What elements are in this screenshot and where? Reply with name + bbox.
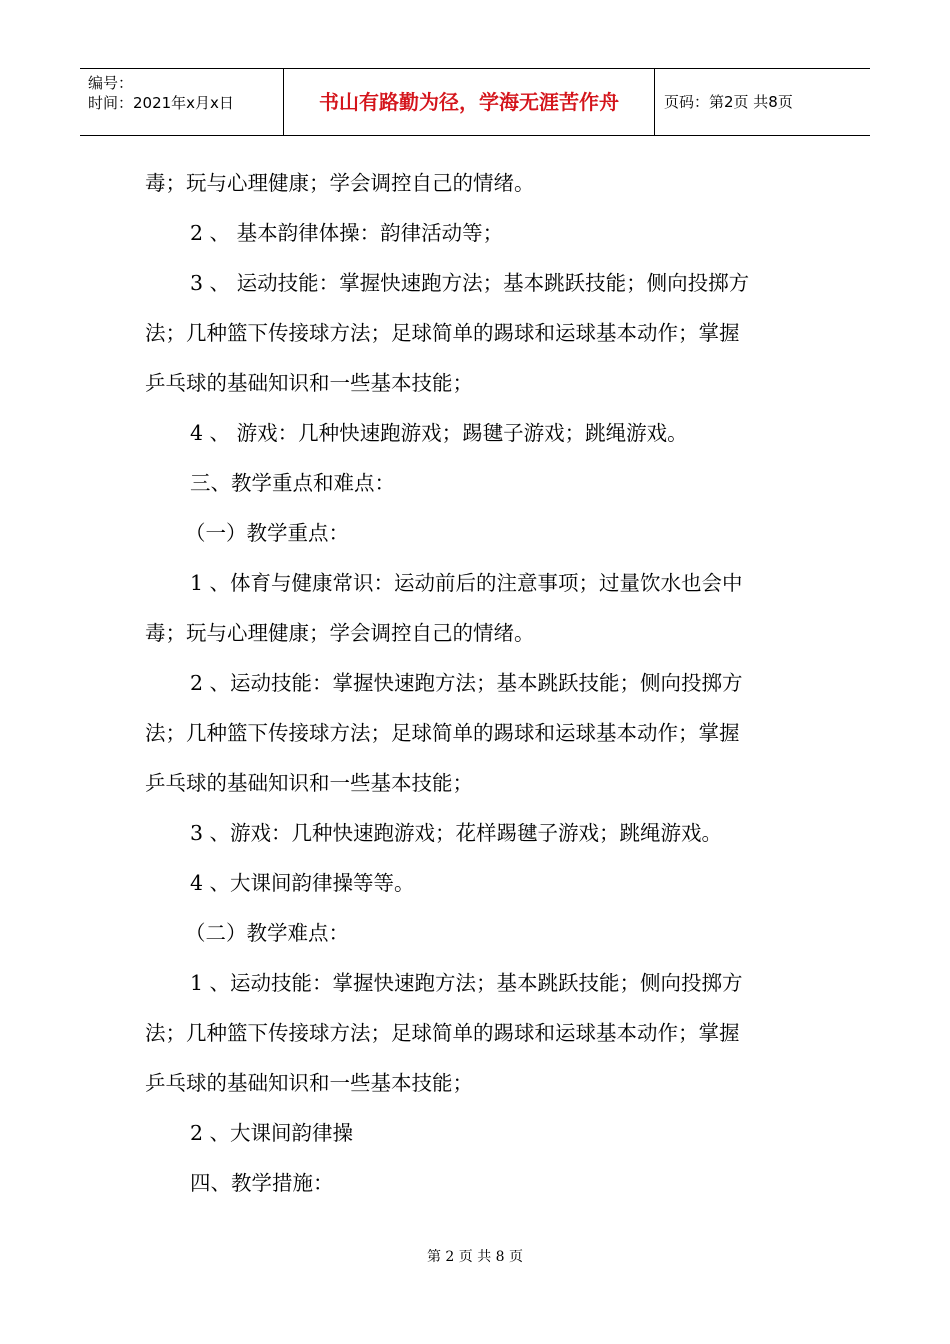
subsection-heading: （一）教学重点： — [185, 521, 349, 545]
paragraph-line: 2 、大课间韵律操 — [190, 1121, 354, 1145]
paragraph-line: 法；几种篮下传接球方法；足球简单的踢球和运球基本动作；掌握 — [145, 321, 740, 345]
paragraph-line: 2 、 基本韵律体操：韵律活动等； — [190, 221, 504, 245]
paragraph-line: 毒；玩与心理健康；学会调控自己的情绪。 — [145, 621, 535, 645]
paragraph-line: 毒；玩与心理健康；学会调控自己的情绪。 — [145, 171, 535, 195]
paragraph-line: 乒乓球的基础知识和一些基本技能； — [145, 1071, 473, 1095]
paragraph-line: 1 、运动技能：掌握快速跑方法；基本跳跃技能；侧向投掷方 — [190, 971, 743, 995]
paragraph-line: 2 、运动技能：掌握快速跑方法；基本跳跃技能；侧向投掷方 — [190, 671, 743, 695]
paragraph-line: 1 、体育与健康常识：运动前后的注意事项；过量饮水也会中 — [190, 571, 743, 595]
paragraph-line: 法；几种篮下传接球方法；足球简单的踢球和运球基本动作；掌握 — [145, 721, 740, 745]
page-footer: 第 2 页 共 8 页 — [426, 1249, 524, 1265]
header-motto: 书山有路勤为径，学海无涯苦作舟 — [319, 90, 619, 114]
subsection-heading: （二）教学难点： — [185, 921, 349, 945]
paragraph-line: 法；几种篮下传接球方法；足球简单的踢球和运球基本动作；掌握 — [145, 1021, 740, 1045]
document-body — [145, 158, 810, 1208]
paragraph-line: 乒乓球的基础知识和一些基本技能； — [145, 771, 473, 795]
header-meta — [88, 73, 278, 113]
document-time-label: 时间：2021年x月x日 — [88, 94, 234, 112]
header-page-info: 页码：第2页 共8页 — [664, 93, 793, 111]
document-number-label: 编号： — [88, 74, 134, 92]
header-divider — [654, 69, 655, 136]
page-header — [80, 68, 870, 136]
paragraph-line: 乒乓球的基础知识和一些基本技能； — [145, 371, 473, 395]
paragraph-line: 4 、大课间韵律操等等。 — [190, 871, 415, 895]
paragraph-line: 3 、 运动技能：掌握快速跑方法；基本跳跃技能；侧向投掷方 — [190, 271, 750, 295]
section-heading: 三、教学重点和难点： — [190, 471, 395, 495]
paragraph-line: 3 、游戏：几种快速跑游戏；花样踢毽子游戏；跳绳游戏。 — [190, 821, 723, 845]
paragraph-line: 4 、 游戏：几种快速跑游戏；踢毽子游戏；跳绳游戏。 — [190, 421, 688, 445]
section-heading: 四、教学措施： — [190, 1171, 334, 1195]
